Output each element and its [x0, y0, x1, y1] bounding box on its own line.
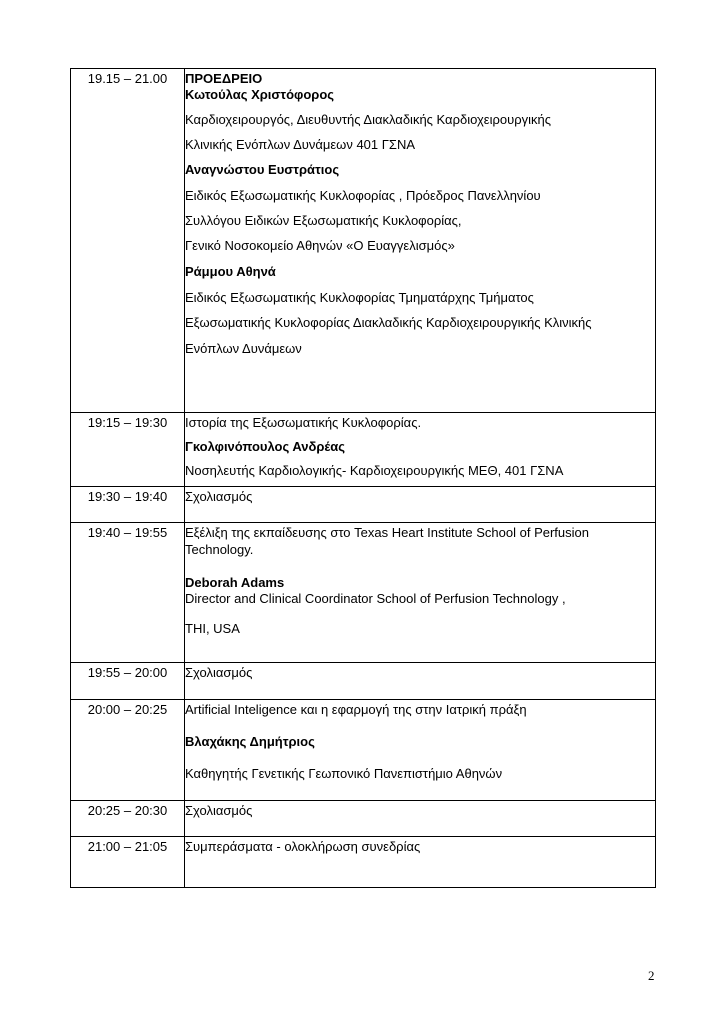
speaker-affiliation: Ενόπλων Δυνάμεων — [185, 341, 302, 356]
speaker-affiliation: Κλινικής Ενόπλων Δυνάμεων 401 ΓΣΝΑ — [185, 137, 416, 152]
speaker-name: Βλαχάκης Δημήτριος — [185, 734, 315, 749]
time-cell — [71, 801, 185, 837]
time-cell — [71, 837, 185, 888]
talk-title: Artificial Inteligence και η εφαρμογή της στην Ιατρική πράξη — [185, 702, 527, 717]
time-slot: 21:00 – 21:05 — [87, 839, 168, 854]
talk-title: Ιστορία της Εξωσωματικής Κυκλοφορίας. — [185, 415, 422, 430]
time-slot: 19:55 – 20:00 — [87, 665, 168, 680]
discussion-label: Σχολιασμός — [185, 489, 253, 504]
program-table — [70, 68, 656, 888]
speaker-name: Κωτούλας Χριστόφορος — [185, 87, 335, 102]
time-slot: 19.15 – 21.00 — [87, 71, 168, 86]
speaker-affiliation: Καρδιοχειρουργός, Διευθυντής Διακλαδικής Καρδιοχειρουργικής — [185, 112, 551, 127]
speaker-affiliation: Director and Clinical Coordinator School of Perfusion Technology , — [185, 591, 566, 606]
speaker-name: Deborah Adams — [185, 575, 285, 590]
time-cell — [71, 69, 185, 413]
time-cell — [71, 700, 185, 801]
content-cell — [185, 700, 656, 801]
speaker-affiliation: Καθηγητής Γενετικής Γεωπονικό Πανεπιστήμιο Αθηνών — [185, 766, 503, 781]
table-row — [71, 487, 656, 523]
speaker-name: Αναγνώστου Ευστράτιος — [185, 162, 340, 177]
table-row — [71, 413, 656, 487]
talk-title: Technology. — [185, 542, 254, 557]
speaker-affiliation: Ειδικός Εξωσωματικής Κυκλοφορίας Τμηματάρχης Τμήματος — [185, 290, 534, 305]
speaker-affiliation: Ειδικός Εξωσωματικής Κυκλοφορίας , Πρόεδρος Πανελληνίου — [185, 188, 541, 203]
content-cell — [185, 487, 656, 523]
time-cell — [71, 487, 185, 523]
table-row — [71, 700, 656, 801]
speaker-affiliation: Γενικό Νοσοκομείο Αθηνών «Ο Ευαγγελισμός» — [185, 238, 455, 253]
page-number: 2 — [648, 968, 655, 983]
time-slot: 19:15 – 19:30 — [87, 415, 168, 430]
speaker-affiliation: Εξωσωματικής Κυκλοφορίας Διακλαδικής Καρδιοχειρουργικής Κλινικής — [185, 315, 592, 330]
time-cell — [71, 663, 185, 700]
content-cell — [185, 663, 656, 700]
conclusion-label: Συμπεράσματα - ολοκλήρωση συνεδρίας — [185, 839, 421, 854]
time-slot: 20:00 – 20:25 — [87, 702, 168, 717]
speaker-affiliation: THI, USA — [185, 621, 240, 636]
time-slot: 19:30 – 19:40 — [87, 489, 168, 504]
speaker-name: Γκολφινόπουλος Ανδρέας — [185, 439, 346, 454]
speaker-affiliation: Νοσηλευτής Καρδιολογικής- Καρδιοχειρουργικής ΜΕΘ, 401 ΓΣΝΑ — [185, 463, 564, 478]
table-row — [71, 69, 656, 413]
content-cell — [185, 837, 656, 888]
table-row — [71, 523, 656, 663]
time-cell — [71, 413, 185, 487]
session-heading: ΠΡΟΕΔΡΕΙΟ — [185, 71, 263, 86]
discussion-label: Σχολιασμός — [185, 665, 253, 680]
time-slot: 19:40 – 19:55 — [87, 525, 168, 540]
speaker-name: Ράμμου Αθηνά — [185, 264, 276, 279]
content-cell — [185, 801, 656, 837]
discussion-label: Σχολιασμός — [185, 803, 253, 818]
content-cell — [185, 69, 656, 413]
table-row — [71, 837, 656, 888]
time-cell — [71, 523, 185, 663]
talk-title: Εξέλιξη της εκπαίδευσης στο Texas Heart Institute School of Perfusion — [185, 525, 589, 540]
table-row — [71, 663, 656, 700]
content-cell — [185, 523, 656, 663]
table-row — [71, 801, 656, 837]
speaker-affiliation: Συλλόγου Ειδικών Εξωσωματικής Κυκλοφορίας, — [185, 213, 462, 228]
content-cell — [185, 413, 656, 487]
time-slot: 20:25 – 20:30 — [87, 803, 168, 818]
